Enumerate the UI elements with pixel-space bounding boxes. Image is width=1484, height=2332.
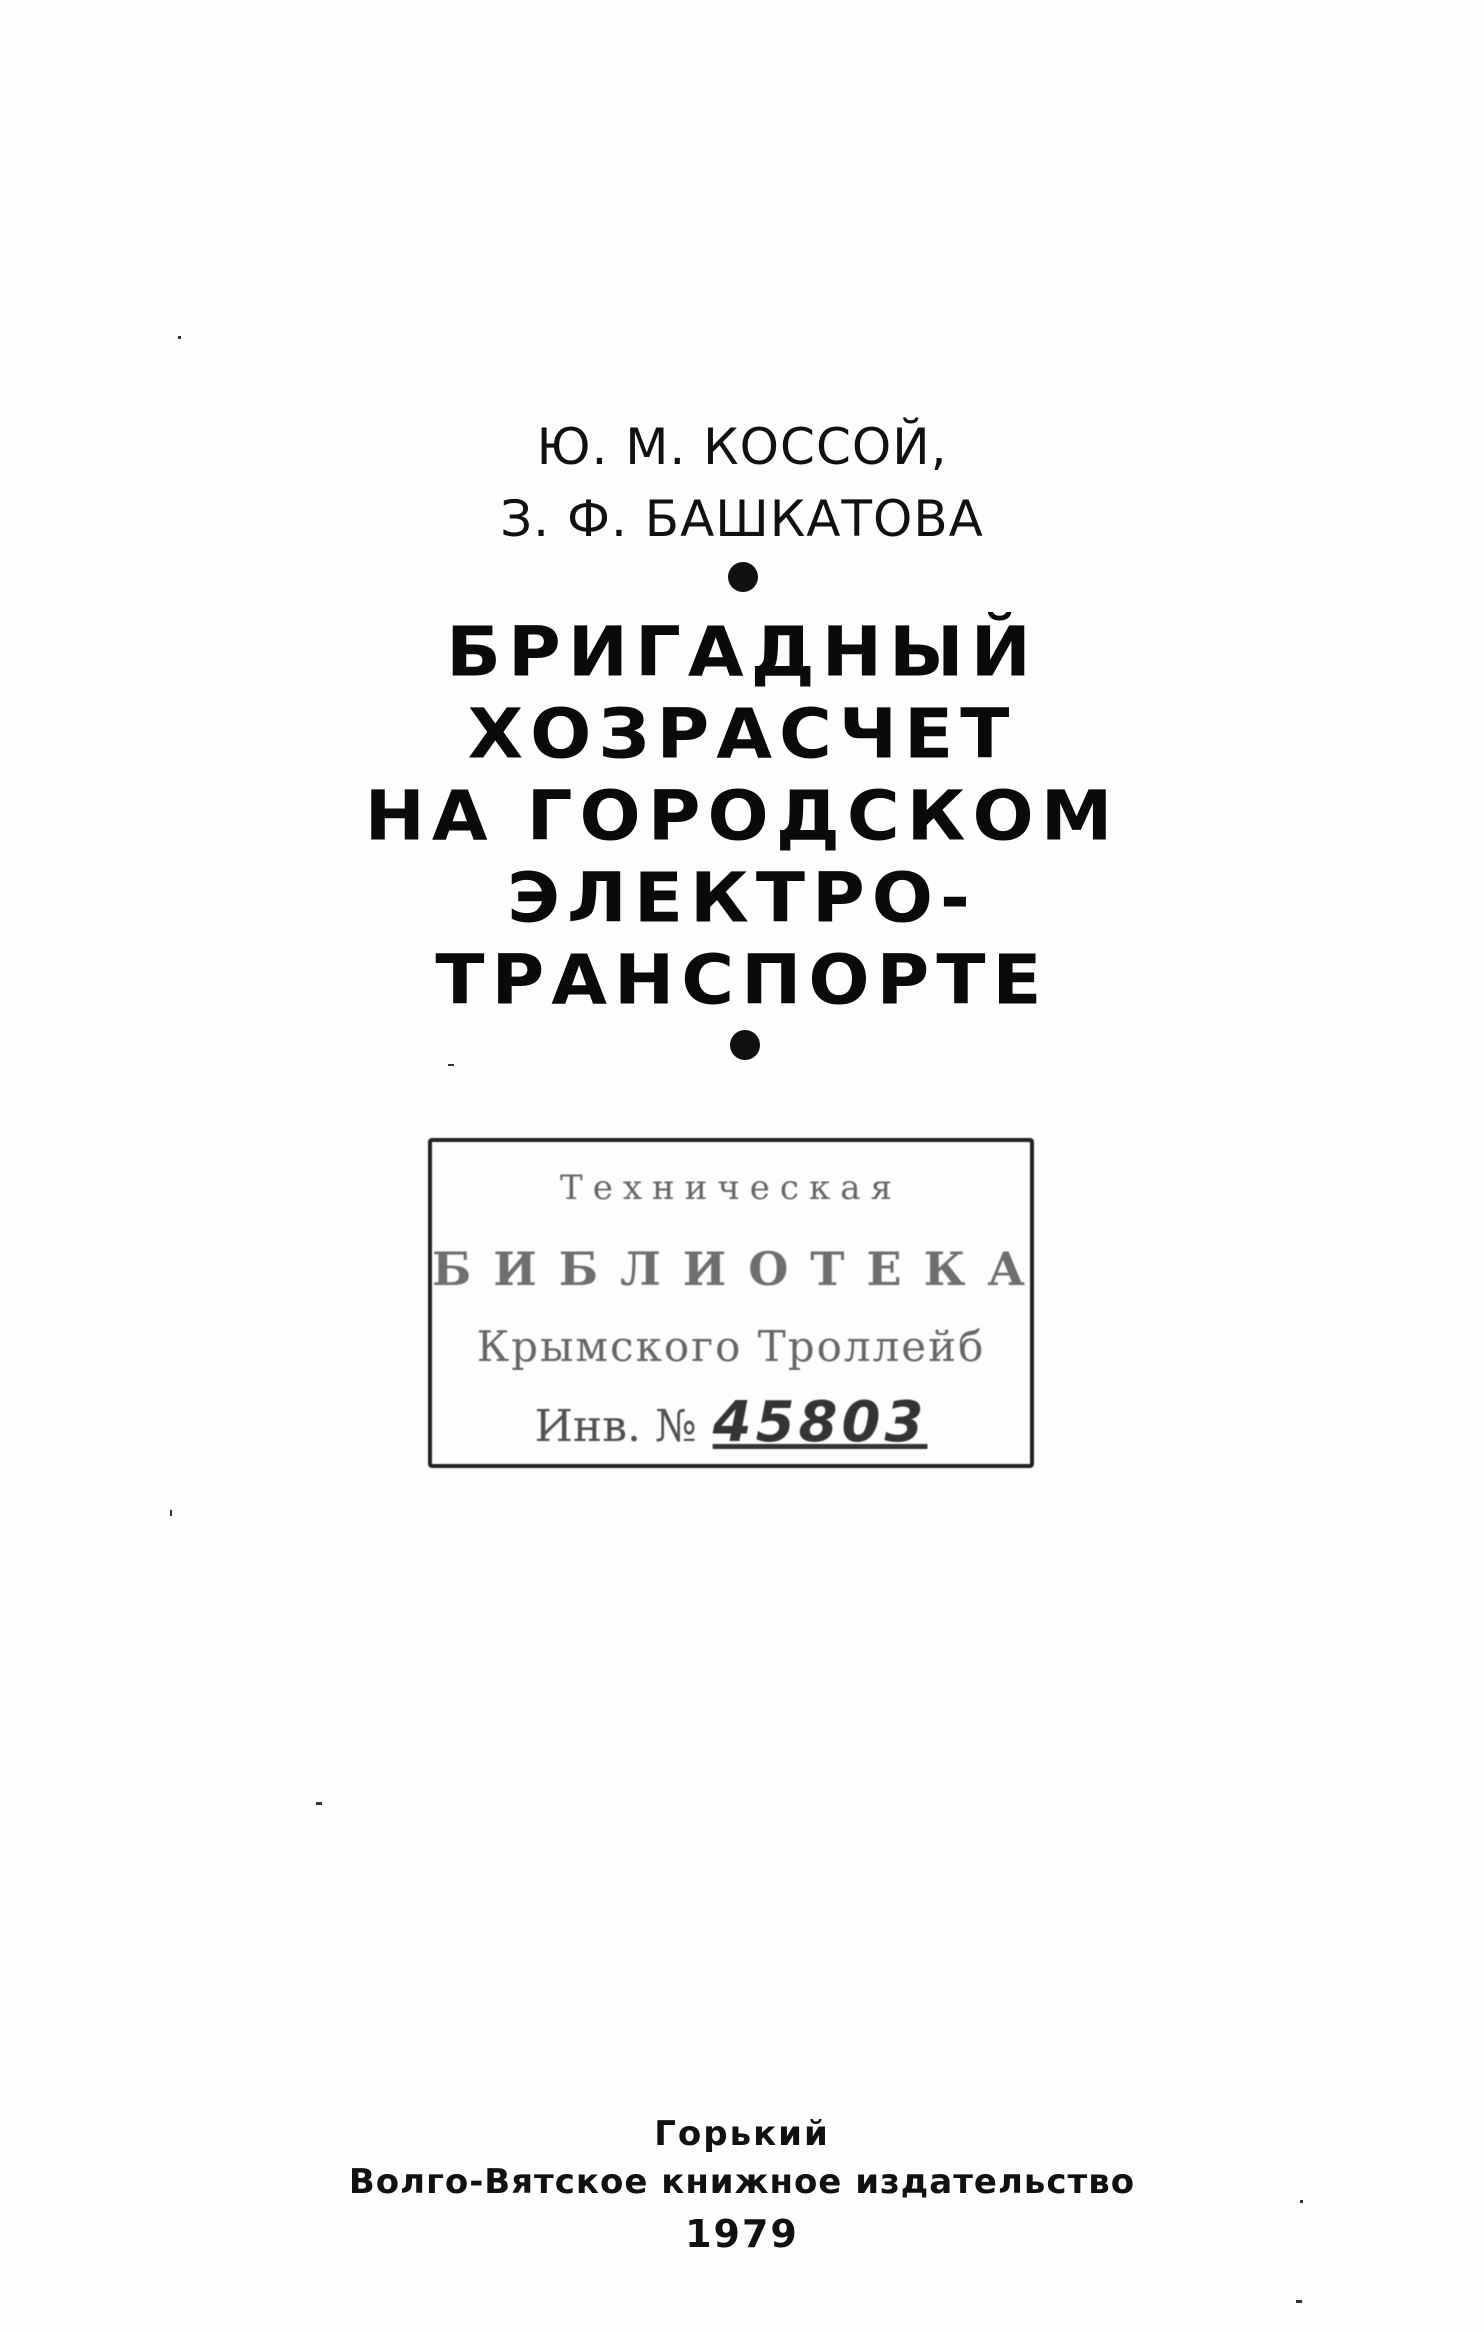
title-line-1: БРИГАДНЫЙ: [446, 612, 1038, 692]
stamp-line-2: БИБЛИОТЕКА: [432, 1242, 1047, 1296]
scan-speck: [1300, 2200, 1303, 2203]
author-1: Ю. М. КОССОЙ,: [536, 418, 948, 476]
scan-speck: [178, 336, 181, 339]
imprint-year: 1979: [685, 2212, 799, 2256]
stamp-line-3: Крымского Троллейб: [476, 1322, 986, 1371]
inventory-label: Инв. №: [534, 1401, 697, 1452]
imprint-city: Горький: [654, 2114, 830, 2154]
scan-speck: [170, 1510, 172, 1516]
bullet-icon: [728, 562, 758, 592]
inventory-number: 45803: [712, 1390, 928, 1455]
author-2: З. Ф. БАШКАТОВА: [500, 490, 984, 548]
scan-speck: [448, 1064, 454, 1066]
stamp-line-1: Техническая: [560, 1168, 902, 1208]
library-stamp: [428, 1138, 1047, 1468]
title-line-3: НА ГОРОДСКОМ: [364, 776, 1120, 856]
scan-speck: [316, 1802, 322, 1805]
title-line-2: ХОЗРАСЧЕТ: [467, 694, 1017, 774]
title-line-5: ТРАНСПОРТЕ: [435, 940, 1049, 1020]
bullet-icon: [730, 1030, 760, 1060]
stamp-inventory: [432, 1390, 1030, 1455]
title-line-4: ЭЛЕКТРО-: [507, 858, 977, 938]
scan-speck: [1296, 2300, 1302, 2303]
imprint-publisher: Волго-Вятское книжное издательство: [348, 2162, 1136, 2202]
